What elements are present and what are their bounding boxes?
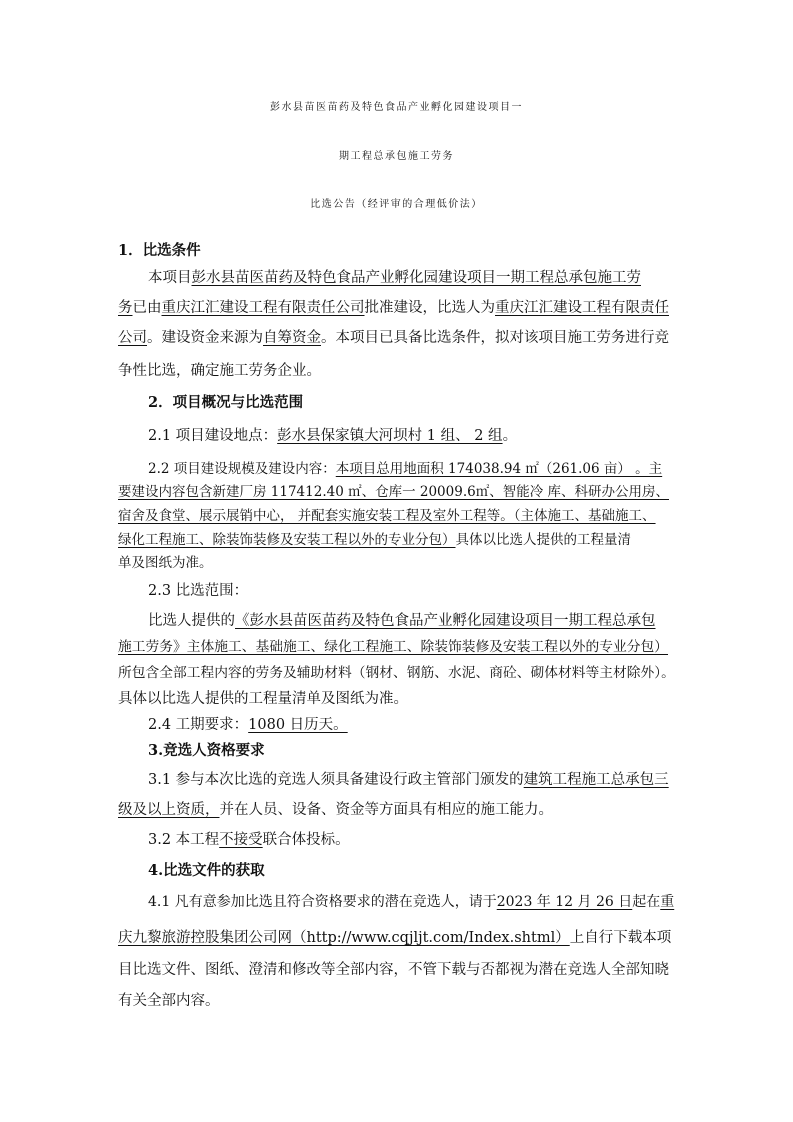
s2-line-5: 绿化工程施工、除装饰装修及安装工程以外的专业分包）具体以比选人提供的工程量清 (118, 532, 631, 548)
s2-line-1: 2.1 项目建设地点：彭水县保家镇大河坝村 1 组、 2 组。 (148, 428, 518, 444)
s2-line-4: 宿舍及食堂、展示展销中心， 并配套实施安装工程及室外工程等。（主体施工、基础施工、 (118, 508, 656, 524)
s1-line-1: 本项目彭水县苗医苗药及特色食品产业孵化园建设项目一期工程总承包施工劳 (148, 270, 641, 286)
s1-line-2: 务已由重庆江汇建设工程有限责任公司批准建设，比选人为重庆江汇建设工程有限责任 (118, 300, 669, 316)
s4-line-4: 有关全部内容。 (118, 993, 220, 1009)
s3-line-3: 3.2 本工程不接受联合体投标。 (148, 832, 350, 848)
s2-line-10: 所包含全部工程内容的劳务及辅助材料（钢材、钢筋、水泥、商砼、砌体材料等主材除外）。 (118, 665, 675, 681)
s2-line-6: 单及图纸为准。 (118, 555, 213, 571)
s1-line-3: 公司。建设资金来源为自筹资金。本项目已具备比选条件，拟对该项目施工劳务进行竞 (118, 330, 669, 346)
s3-line-2: 级及以上资质，并在人员、设备、资金等方面具有相应的施工能力。 (118, 802, 553, 818)
s2-line-8: 比选人提供的《彭水县苗医苗药及特色食品产业孵化园建设项目一期工程总承包 (148, 613, 656, 629)
section-3-heading: 3.竞选人资格要求 (148, 742, 265, 759)
s4-line-1: 4.1 凡有意参加比选且符合资格要求的潜在竞选人，请于2023 年 12 月 26 日起在重 (148, 894, 675, 910)
s3-line-1: 3.1 参与本次比选的竞选人须具备建设行政主管部门颁发的建筑工程施工总承包三 (148, 772, 669, 788)
s4-line-2: 庆九黎旅游控股集团公司网（http://www.cqjljt.com/Index.shtml）上自行下载本项 (118, 930, 672, 946)
s2-line-9: 施工劳务》主体施工、基础施工、绿化工程施工、除装饰装修及安装工程以外的专业分包） (118, 639, 669, 655)
s2-line-3: 要建设内容包含新建厂房 117412.40 ㎡、仓库一 20009.6㎡、智能冷 库、科研办公用房、 (118, 484, 669, 500)
document-title-line-1: 彭水县苗医苗药及特色食品产业孵化园建设项目一 (270, 102, 523, 113)
s2-line-2: 2.2 项目建设规模及建设内容：本项目总用地面积 174038.94 ㎡（261.06 亩） 。主 (148, 461, 663, 477)
section-1-heading: 1．比选条件 (118, 242, 201, 259)
document-title-line-3: 比选公告（经评审的合理低价法） (310, 199, 483, 210)
document-title-line-2: 期工程总承包施工劳务 (339, 151, 454, 162)
section-4-heading: 4.比选文件的获取 (148, 862, 265, 879)
s4-line-3: 目比选文件、图纸、澄清和修改等全部内容，不管下载与否都视为潜在竞选人全部知晓 (118, 962, 669, 978)
section-2-heading: 2．项目概况与比选范围 (148, 394, 304, 411)
s2-line-12: 2.4 工期要求：1080 日历天。 (148, 717, 348, 733)
s2-line-11: 具体以比选人提供的工程量清单及图纸为准。 (118, 691, 408, 707)
s1-line-4: 争性比选，确定施工劳务企业。 (118, 363, 321, 379)
s2-line-7: 2.3 比选范围： (148, 583, 249, 599)
